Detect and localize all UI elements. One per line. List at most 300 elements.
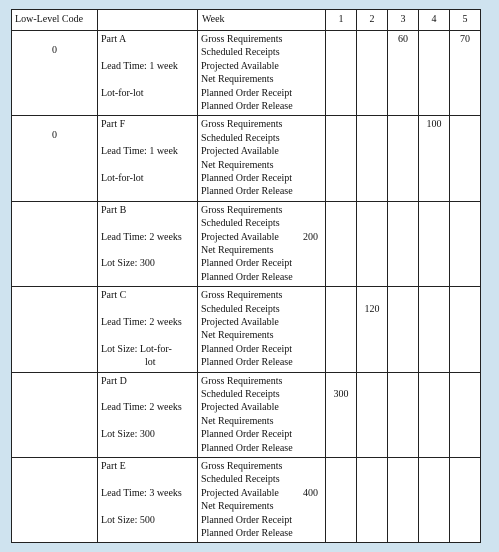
spacer <box>101 500 197 513</box>
week-value <box>388 185 418 198</box>
week-value: 70 <box>460 34 470 45</box>
row-label: Projected Available <box>201 487 279 499</box>
week-value <box>388 271 418 284</box>
lot-size: Lot Size: Lot-for- <box>101 343 172 355</box>
week-value <box>388 460 418 473</box>
week-value <box>419 257 449 270</box>
row-label: Planned Order Receipt <box>201 429 293 441</box>
row-label: Scheduled Receipts <box>201 388 280 400</box>
week-value <box>450 415 480 428</box>
row-label: Planned Order Receipt <box>201 514 293 526</box>
week-value <box>450 527 480 540</box>
spacer <box>101 46 197 59</box>
week-value <box>357 460 387 473</box>
low-level-code-value <box>12 287 97 300</box>
lot-size-cont <box>101 100 197 113</box>
row-label: Gross Requirements <box>201 460 283 472</box>
low-level-code-value: 0 <box>52 45 57 56</box>
row-label: Gross Requirements <box>201 119 283 131</box>
week-4-cell <box>419 201 450 286</box>
week-value <box>450 87 480 100</box>
week-value <box>326 60 356 73</box>
week-3-cell <box>388 201 419 286</box>
week-value <box>357 73 387 86</box>
projected-available-initial: 400 <box>303 487 318 499</box>
week-value <box>326 442 356 455</box>
projected-available-line <box>201 145 325 158</box>
week-value <box>326 428 356 441</box>
week-value <box>357 87 387 100</box>
week-value <box>357 132 387 145</box>
week-value <box>357 442 387 455</box>
week-value <box>419 473 449 486</box>
week-value <box>388 329 418 342</box>
week-2-cell <box>357 201 388 286</box>
week-value <box>419 33 449 46</box>
row-label: Gross Requirements <box>201 204 283 216</box>
week-value <box>388 46 418 59</box>
week-value: 120 <box>364 303 380 315</box>
spacer <box>101 329 197 342</box>
lot-size: Lot Size: 500 <box>101 514 155 526</box>
week-value <box>419 73 449 86</box>
lot-size: Lot Size: 300 <box>101 258 155 270</box>
week-value <box>419 87 449 100</box>
header-low-level-code: Low-Level Code <box>12 10 98 31</box>
row-label: Scheduled Receipts <box>201 303 280 315</box>
week-value <box>357 33 387 46</box>
week-value <box>419 375 449 388</box>
lead-time: Lead Time: 1 week <box>101 146 178 158</box>
week-value <box>450 100 480 113</box>
low-level-code-value <box>12 458 97 471</box>
week-value <box>326 172 356 185</box>
part-block-row <box>12 201 481 286</box>
week-1-cell <box>326 287 357 372</box>
week-value <box>419 460 449 473</box>
lead-time: Lead Time: 2 weeks <box>101 402 182 414</box>
week-3-cell <box>388 116 419 201</box>
part-block-row <box>12 457 481 542</box>
lot-size-cont <box>101 442 197 455</box>
row-label: Projected Available <box>201 402 279 414</box>
week-value: 100 <box>426 119 442 131</box>
week-value <box>450 60 480 73</box>
week-value <box>419 231 449 244</box>
spacer <box>101 244 197 257</box>
week-value <box>326 356 356 369</box>
week-2-cell <box>357 457 388 542</box>
week-value <box>450 473 480 486</box>
week-value <box>326 100 356 113</box>
row-label: Planned Order Receipt <box>201 343 293 355</box>
part-name: Part E <box>101 460 126 472</box>
row-label: Gross Requirements <box>201 375 283 387</box>
week-value: 60 <box>398 34 408 45</box>
week-value <box>419 527 449 540</box>
week-5-cell <box>450 201 481 286</box>
row-label: Projected Available <box>201 60 279 72</box>
week-value <box>388 289 418 302</box>
week-value <box>450 356 480 369</box>
lot-size: Lot-for-lot <box>101 87 144 99</box>
week-value <box>419 145 449 158</box>
week-value <box>357 316 387 329</box>
week-value <box>357 145 387 158</box>
part-block-row <box>12 31 481 116</box>
row-label: Net Requirements <box>201 330 274 342</box>
row-labels-cell <box>198 201 326 286</box>
week-value <box>450 46 480 59</box>
week-value <box>419 428 449 441</box>
header-period-5: 5 <box>450 10 481 31</box>
week-value <box>450 329 480 342</box>
week-value <box>419 185 449 198</box>
week-value <box>419 204 449 217</box>
row-label: Scheduled Receipts <box>201 218 280 230</box>
week-value <box>357 514 387 527</box>
week-value <box>450 428 480 441</box>
week-value <box>388 257 418 270</box>
week-value <box>357 204 387 217</box>
week-4-cell <box>419 457 450 542</box>
spacer <box>101 303 197 316</box>
week-4-cell <box>419 31 450 116</box>
week-value <box>388 244 418 257</box>
week-value <box>326 46 356 59</box>
row-label: Net Requirements <box>201 415 274 427</box>
lead-time: Lead Time: 3 weeks <box>101 487 182 499</box>
row-label: Scheduled Receipts <box>201 474 280 486</box>
week-5-cell <box>450 457 481 542</box>
part-info-cell <box>98 116 198 201</box>
week-value <box>388 172 418 185</box>
week-value <box>450 132 480 145</box>
week-3-cell <box>388 372 419 457</box>
row-label: Planned Order Receipt <box>201 87 293 99</box>
week-value <box>357 388 387 401</box>
row-label: Planned Order Receipt <box>201 258 293 270</box>
week-value <box>450 185 480 198</box>
week-value <box>419 442 449 455</box>
week-value <box>388 132 418 145</box>
week-5-cell <box>450 372 481 457</box>
row-label: Net Requirements <box>201 501 274 513</box>
week-value <box>388 343 418 356</box>
row-label: Scheduled Receipts <box>201 47 280 59</box>
spacer <box>101 73 197 86</box>
row-label: Planned Order Receipt <box>201 172 293 184</box>
week-2-cell <box>357 116 388 201</box>
week-value <box>357 271 387 284</box>
week-value <box>357 159 387 172</box>
week-value <box>388 73 418 86</box>
week-4-cell <box>419 287 450 372</box>
week-2-cell <box>357 287 388 372</box>
part-name: Part F <box>101 119 126 131</box>
week-value <box>388 118 418 131</box>
row-label: Net Requirements <box>201 159 274 171</box>
mrp-table <box>11 9 481 543</box>
week-value <box>419 388 449 401</box>
week-value <box>357 343 387 356</box>
spacer <box>101 159 197 172</box>
part-info-cell <box>98 287 198 372</box>
part-info-cell <box>98 31 198 116</box>
week-value <box>357 100 387 113</box>
week-value <box>326 33 356 46</box>
week-value <box>450 514 480 527</box>
week-value <box>326 271 356 284</box>
week-value <box>326 217 356 230</box>
part-name: Part A <box>101 34 127 45</box>
week-value <box>450 257 480 270</box>
week-value <box>357 289 387 302</box>
week-value <box>357 527 387 540</box>
row-label: Planned Order Release <box>201 186 293 198</box>
week-value <box>388 303 418 316</box>
week-value <box>388 217 418 230</box>
week-value <box>419 289 449 302</box>
row-label: Projected Available <box>201 316 279 328</box>
header-period-1: 1 <box>326 10 357 31</box>
week-value <box>326 204 356 217</box>
week-value <box>388 87 418 100</box>
row-label: Projected Available <box>201 231 279 243</box>
week-value <box>388 487 418 500</box>
week-3-cell <box>388 31 419 116</box>
week-5-cell <box>450 31 481 116</box>
row-label: Net Requirements <box>201 74 274 86</box>
projected-available-line <box>201 231 325 244</box>
week-value <box>419 415 449 428</box>
lead-time: Lead Time: 2 weeks <box>101 231 182 243</box>
week-value <box>357 244 387 257</box>
week-value <box>450 460 480 473</box>
header-period-2: 2 <box>357 10 388 31</box>
week-value <box>419 500 449 513</box>
header-row <box>12 10 481 31</box>
week-1-cell <box>326 372 357 457</box>
week-value <box>388 527 418 540</box>
week-value <box>388 428 418 441</box>
week-value <box>450 442 480 455</box>
week-value <box>419 329 449 342</box>
week-value <box>357 415 387 428</box>
week-value <box>450 73 480 86</box>
week-value <box>419 100 449 113</box>
week-value <box>357 428 387 441</box>
week-value <box>388 231 418 244</box>
week-5-cell <box>450 116 481 201</box>
low-level-code-cell <box>12 201 98 286</box>
week-value <box>419 316 449 329</box>
low-level-code-value: 0 <box>52 130 57 142</box>
week-value <box>357 217 387 230</box>
week-value <box>388 500 418 513</box>
projected-available-line <box>201 401 325 414</box>
week-value <box>419 217 449 230</box>
row-label: Net Requirements <box>201 244 274 256</box>
week-value <box>388 159 418 172</box>
week-value <box>450 289 480 302</box>
low-level-code-cell <box>12 287 98 372</box>
week-value <box>326 316 356 329</box>
row-labels-cell <box>198 31 326 116</box>
row-labels-cell <box>198 116 326 201</box>
week-value <box>450 343 480 356</box>
week-value <box>326 375 356 388</box>
week-value <box>357 500 387 513</box>
week-value <box>326 473 356 486</box>
week-value <box>326 460 356 473</box>
week-value <box>326 231 356 244</box>
week-value <box>357 172 387 185</box>
projected-available-line <box>201 316 325 329</box>
week-value <box>326 145 356 158</box>
week-value <box>419 487 449 500</box>
week-value: 300 <box>333 388 349 400</box>
week-2-cell <box>357 31 388 116</box>
week-value <box>450 500 480 513</box>
week-1-cell <box>326 116 357 201</box>
lead-time: Lead Time: 2 weeks <box>101 316 182 328</box>
row-label: Planned Order Release <box>201 357 293 369</box>
week-value <box>419 343 449 356</box>
lot-size: Lot-for-lot <box>101 172 144 184</box>
spacer <box>101 132 197 145</box>
row-label: Gross Requirements <box>201 34 283 45</box>
week-2-cell <box>357 372 388 457</box>
week-value <box>326 487 356 500</box>
part-name: Part B <box>101 204 127 216</box>
part-block-row <box>12 287 481 372</box>
week-value <box>450 388 480 401</box>
week-value <box>419 244 449 257</box>
low-level-code-cell <box>12 31 98 116</box>
header-part-blank <box>98 10 198 31</box>
week-value <box>357 231 387 244</box>
part-info-cell <box>98 372 198 457</box>
week-value <box>357 185 387 198</box>
week-value <box>326 244 356 257</box>
week-value <box>326 514 356 527</box>
week-value <box>388 375 418 388</box>
week-value <box>326 87 356 100</box>
week-value <box>326 185 356 198</box>
week-value <box>419 401 449 414</box>
week-value <box>326 527 356 540</box>
spacer <box>101 415 197 428</box>
week-value <box>450 172 480 185</box>
projected-available-initial: 200 <box>303 231 318 243</box>
projected-available-line <box>201 60 325 73</box>
week-value <box>450 145 480 158</box>
week-value <box>388 204 418 217</box>
week-value <box>388 388 418 401</box>
row-label: Scheduled Receipts <box>201 132 280 144</box>
week-1-cell <box>326 457 357 542</box>
row-label: Planned Order Release <box>201 442 293 454</box>
part-name: Part C <box>101 290 127 302</box>
spacer <box>101 473 197 486</box>
lead-time: Lead Time: 1 week <box>101 60 178 72</box>
week-value <box>326 73 356 86</box>
spacer <box>101 388 197 401</box>
week-value <box>388 356 418 369</box>
week-value <box>326 132 356 145</box>
week-value <box>450 159 480 172</box>
header-period-4: 4 <box>419 10 450 31</box>
week-value <box>326 343 356 356</box>
row-label: Projected Available <box>201 146 279 158</box>
week-5-cell <box>450 287 481 372</box>
week-value <box>450 316 480 329</box>
week-value <box>388 145 418 158</box>
low-level-code-value <box>12 373 97 386</box>
week-value <box>326 118 356 131</box>
part-info-cell <box>98 457 198 542</box>
week-value <box>357 473 387 486</box>
row-label: Gross Requirements <box>201 290 283 302</box>
week-value <box>326 500 356 513</box>
week-value <box>326 257 356 270</box>
row-label: Planned Order Release <box>201 271 293 283</box>
projected-available-line <box>201 487 325 500</box>
part-info-cell <box>98 201 198 286</box>
spacer <box>101 217 197 230</box>
week-value <box>388 415 418 428</box>
week-value <box>419 303 449 316</box>
week-value <box>450 204 480 217</box>
week-value <box>388 401 418 414</box>
week-value <box>419 46 449 59</box>
lot-size-cont <box>101 185 197 198</box>
week-1-cell <box>326 201 357 286</box>
week-value <box>357 118 387 131</box>
week-value <box>450 231 480 244</box>
week-value <box>357 257 387 270</box>
part-name: Part D <box>101 375 127 387</box>
week-value <box>326 401 356 414</box>
low-level-code-cell <box>12 372 98 457</box>
week-4-cell <box>419 116 450 201</box>
low-level-code-cell <box>12 116 98 201</box>
row-label: Planned Order Release <box>201 100 293 112</box>
week-value <box>388 60 418 73</box>
week-value <box>357 60 387 73</box>
week-value <box>388 514 418 527</box>
week-value <box>419 132 449 145</box>
week-value <box>450 375 480 388</box>
week-1-cell <box>326 31 357 116</box>
week-value <box>326 303 356 316</box>
week-value <box>326 159 356 172</box>
week-value <box>326 289 356 302</box>
week-value <box>388 442 418 455</box>
week-value <box>450 303 480 316</box>
lot-size-cont: lot <box>145 357 156 369</box>
week-value <box>388 473 418 486</box>
week-value <box>450 271 480 284</box>
week-value <box>357 46 387 59</box>
week-value <box>326 415 356 428</box>
header-week: Week <box>198 10 326 31</box>
week-value <box>357 375 387 388</box>
week-value <box>419 356 449 369</box>
week-value <box>450 401 480 414</box>
week-3-cell <box>388 457 419 542</box>
